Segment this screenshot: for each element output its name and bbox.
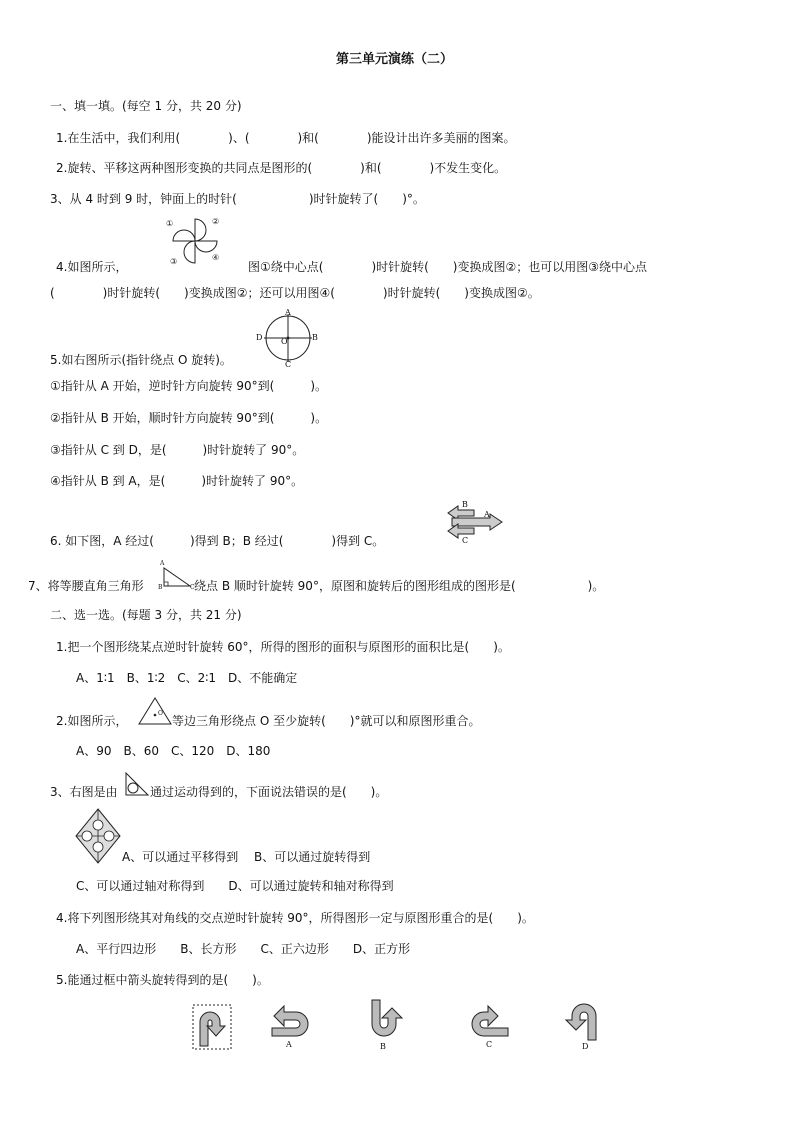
question-1-7-lead: 7、将等腰直角三角形 (28, 579, 144, 593)
shift-arrows-figure (444, 500, 506, 545)
question-1-5-2: ②指针从 B 开始，顺时针方向旋转 90°到( )。 (50, 411, 328, 425)
question-1-4-lead: 4.如图所示， (56, 260, 128, 274)
question-1-4-cont: ( )时针旋转( )变换成图②；还可以用图④( )时针旋转( )变换成图②。 (50, 286, 540, 300)
arrow-label-b: B (380, 1042, 386, 1051)
question-1-2: 2.旋转、平移这两种图形变换的共同点是图形的( )和( )不发生变化。 (56, 161, 507, 175)
shift-label-c: C (462, 536, 469, 545)
question-1-4-body: 图①绕中心点( )时针旋转( )变换成图②；也可以用图③绕中心点 (248, 260, 648, 274)
section2-header: 二、选一选。(每题 3 分，共 21 分) (50, 608, 242, 622)
dial-label-b: B (312, 333, 318, 342)
pinwheel-label-4: ④ (212, 253, 220, 262)
question-2-2-options: A、90 B、60 C、120 D、180 (76, 744, 271, 758)
question-1-5-3: ③指针从 C 到 D，是( )时针旋转了 90°。 (50, 443, 305, 457)
page-title: 第三单元演练（二） (336, 52, 454, 67)
question-1-1: 1.在生活中，我们利用( )、( )和( )能设计出许多美丽的图案。 (56, 131, 516, 145)
question-2-4: 4.将下列图形绕其对角线的交点逆时针旋转 90°，所得图形一定与原图形重合的是( )。 (56, 911, 534, 925)
question-1-5-4: ④指针从 B 到 A，是( )时针旋转了 90°。 (50, 474, 304, 488)
equilateral-triangle-figure (137, 696, 173, 726)
question-1-3: 3、从 4 时到 9 时，钟面上的时针( )时针旋转了( )°。 (50, 192, 425, 206)
question-2-3-options-ab: A、可以通过平移得到 B、可以通过旋转得到 (122, 850, 371, 864)
triangle-circle-figure (124, 771, 150, 797)
question-2-2-lead: 2.如图所示， (56, 714, 128, 728)
dial-figure (256, 308, 318, 369)
triangle-label-a: A (160, 560, 165, 567)
pinwheel-figure (160, 213, 230, 269)
dial-label-d: D (256, 333, 263, 342)
pinwheel-label-1: ① (166, 219, 174, 228)
arrow-option-b (364, 998, 404, 1051)
triangle-label-c: C (190, 584, 195, 591)
triangle-label-b: B (158, 584, 163, 591)
question-2-1: 1.把一个图形绕某点逆时针旋转 60°，所得的图形的面积与原图形的面积比是( )。 (56, 640, 510, 654)
arrow-option-c (464, 1004, 512, 1049)
dial-label-a: A (285, 308, 291, 317)
shift-label-b: B (462, 500, 468, 509)
pinwheel-label-2: ② (212, 217, 220, 226)
arrow-label-a: A (286, 1040, 292, 1049)
framed-arrow-figure (192, 1004, 232, 1050)
right-triangle-figure (158, 560, 195, 591)
diamond-pattern-figure (74, 807, 122, 865)
question-1-5-1: ①指针从 A 开始，逆时针方向旋转 90°到( )。 (50, 379, 328, 393)
shift-label-a: A (484, 510, 490, 519)
arrow-label-d: D (582, 1042, 589, 1051)
arrow-option-a (268, 1004, 316, 1049)
dial-label-c: C (285, 360, 292, 369)
arrow-option-d (564, 998, 604, 1051)
question-2-2-body: 等边三角形绕点 O 至少旋转( )°就可以和原图形重合。 (172, 714, 481, 728)
question-2-1-options: A、1∶1 B、1∶2 C、2∶1 D、不能确定 (76, 671, 298, 685)
question-1-7-body: 绕点 B 顺时针旋转 90°，原图和旋转后的图形组成的图形是( )。 (194, 579, 605, 593)
dial-label-o: O (281, 337, 288, 346)
question-2-3-options-cd: C、可以通过轴对称得到 D、可以通过旋转和轴对称得到 (76, 879, 394, 893)
question-2-3-body: 通过运动得到的，下面说法错误的是( )。 (150, 785, 388, 799)
section1-header: 一、填一填。(每空 1 分，共 20 分) (50, 99, 242, 113)
question-2-3-lead: 3、右图是由 (50, 785, 118, 799)
arrow-label-c: C (486, 1040, 493, 1049)
question-2-4-options: A、平行四边形 B、长方形 C、正六边形 D、正方形 (76, 942, 411, 956)
question-2-5: 5.能通过框中箭头旋转得到的是( )。 (56, 973, 269, 987)
pinwheel-label-3: ③ (170, 257, 178, 266)
question-1-5: 5.如右图所示(指针绕点 O 旋转)。 (50, 353, 232, 367)
tri-center-label: O (158, 710, 163, 717)
question-1-6: 6. 如下图，A 经过( )得到 B；B 经过( )得到 C。 (50, 534, 385, 548)
